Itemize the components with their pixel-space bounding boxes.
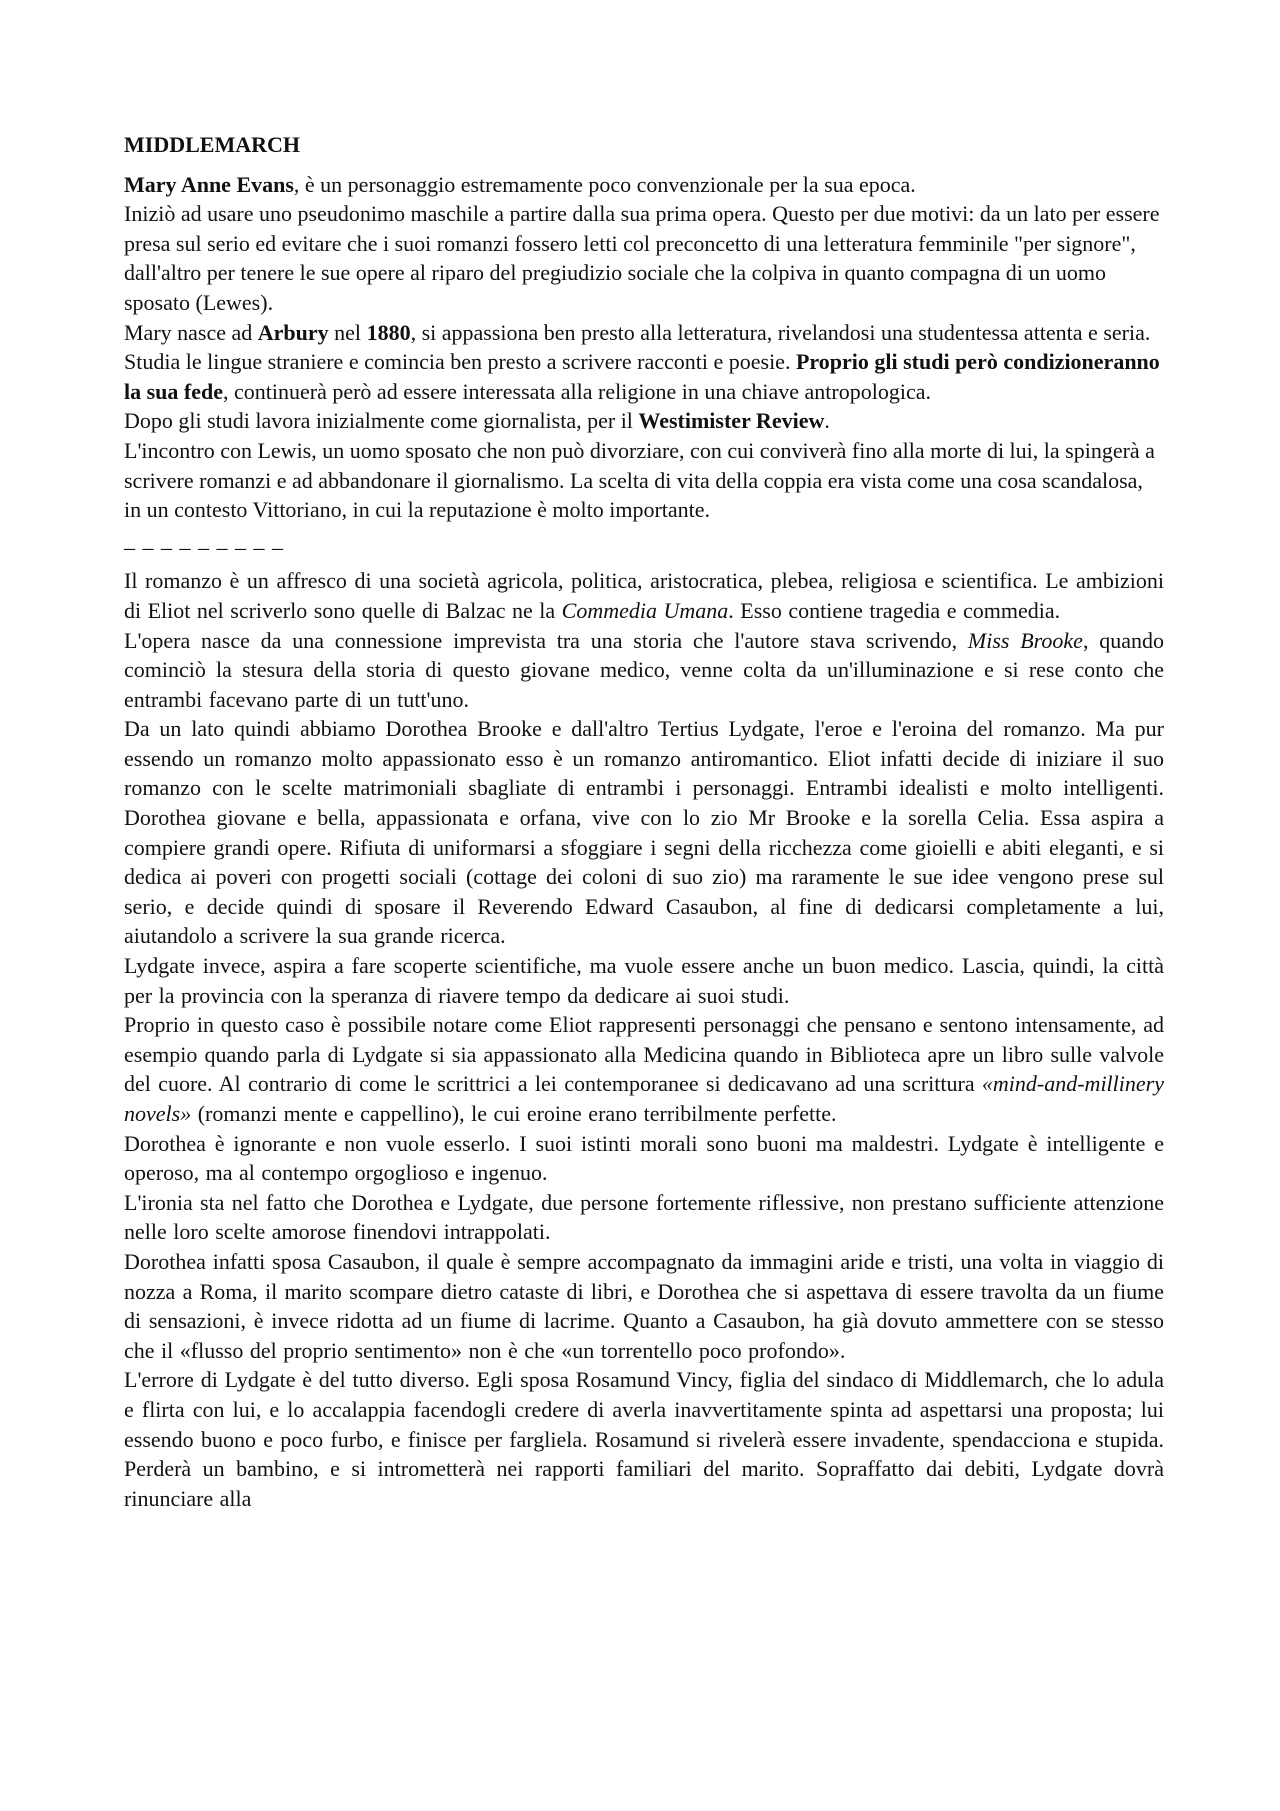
quoted-genre: «mind-and-millinery novels» xyxy=(124,1071,1164,1126)
novel-paragraph-1: Il romanzo è un affresco di una società agricola, politica, aristocratica, plebea, religiosa e scientifica. Le ambizioni di Eliot nel scriverlo sono quelle di Balzac ne la Commedia Umana. Esso contiene tragedia e commedia. xyxy=(124,568,1164,623)
author-name: Mary Anne Evans xyxy=(124,171,294,197)
journal-name: Westimister Review xyxy=(638,408,825,434)
section-separator: _ _ _ _ _ _ _ _ _ xyxy=(124,526,284,552)
work-title: Miss Brooke xyxy=(967,627,1083,653)
birth-year: 1880 xyxy=(366,319,411,345)
novel-paragraph-2: L'opera nasce da una connessione imprevista tra una storia che l'autore stava scrivendo, Miss Brooke, quando cominciò la stesura della storia di questo giovane medico, venne colta da un'illuminazione e si rese conto che entrambi facevano parte di un tutt'uno. xyxy=(124,627,1164,712)
novel-paragraph-5: Proprio in questo caso è possibile notare come Eliot rappresenti personaggi che pensano e sentono intensamente, ad esempio quando parla di Lydgate si sia appassionato alla Medicina quando in Biblioteca apre un libro sulle valvole del cuore. Al contrario di come le scrittrici a lei contemporanee si dedicavano ad una scrittura «mind-and-millinery novels» (romanzi mente e cappellino), le cui eroine erano terribilmente perfette. xyxy=(124,1012,1164,1126)
bio-paragraph-5: L'incontro con Lewis, un uomo sposato che non può divorziare, con cui conviverà fino alla morte di lui, la spingerà a scrivere romanzi e ad abbandonare il giornalismo. La scelta di vita della coppia era vista come una cosa scandalosa, in un contesto Vittoriano, in cui la reputazione è molto importante. xyxy=(124,437,1155,523)
bio-paragraph-2: Iniziò ad usare uno pseudonimo maschile a partire dalla sua prima opera. Questo per due motivi: da un lato per essere presa sul serio ed evitare che i suoi romanzi fossero letti col preconcetto di una letteratura femminile "per signore", dall'altro per tenere le sue opere al riparo del pregiudizio sociale che la colpiva in quanto compagna di un uomo sposato (Lewes). xyxy=(124,201,1160,315)
novel-paragraph-9: L'errore di Lydgate è del tutto diverso. Egli sposa Rosamund Vincy, figlia del sindaco di Middlemarch, che lo adula e flirta con lui, e lo accalappia facendogli credere di averla inavvertitamente spinta ad aspettarsi una proposta; lui essendo buono e poco furbo, e finisce per fargliela. Rosamund si rivelerà essere invadente, spendacciona e stupida. Perderà un bambino, e si intrometterà nei rapporti familiari del marito. Sopraffatto dai debiti, Lydgate dovrà rinunciare alla xyxy=(124,1367,1164,1511)
work-title: Commedia Umana xyxy=(561,597,729,623)
document-title: MIDDLEMARCH xyxy=(124,132,300,157)
novel-paragraph-6: Dorothea è ignorante e non vuole esserlo. I suoi istinti morali sono buoni ma maldestri. Lydgate è intelligente e operoso, ma al contempo orgoglioso e ingenuo. xyxy=(124,1130,1164,1186)
novel-paragraph-4: Lydgate invece, aspira a fare scoperte scientifiche, ma vuole essere anche un buon medico. Lascia, quindi, la città per la provincia con la speranza di riavere tempo da dedicare ai suoi studi. xyxy=(124,953,1164,1008)
document-page xyxy=(124,130,1164,1513)
bio-paragraph-3: Mary nasce ad Arbury nel 1880, si appassiona ben presto alla letteratura, rivelandosi una studentessa attenta e seria. Studia le lingue straniere e comincia ben presto a scrivere racconti e poesie. Proprio gli studi però condizioneranno la sua fede, continuerà però ad essere interessata alla religione in una chiave antropologica. xyxy=(124,319,1160,404)
bio-paragraph-4: Dopo gli studi lavora inizialmente come giornalista, per il Westimister Review. xyxy=(124,408,830,434)
bio-paragraph-1: Mary Anne Evans, è un personaggio estremamente poco convenzionale per la sua epoca. xyxy=(124,171,916,197)
novel-paragraph-3: Da un lato quindi abbiamo Dorothea Brooke e dall'altro Tertius Lydgate, l'eroe e l'eroina del romanzo. Ma pur essendo un romanzo molto appassionato esso è un romanzo antiromantico. Eliot infatti decide di iniziare il suo romanzo con le scelte matrimoniali sbagliate di entrambi i personaggi. Entrambi idealisti e molto intelligenti. Dorothea giovane e bella, appassionata e orfana, vive con lo zio Mr Brooke e la sorella Celia. Essa aspira a compiere grandi opere. Rifiuta di uniformarsi a sfoggiare i segni della ricchezza come gioielli e abiti eleganti, e si dedica ai poveri con progetti sociali (cottage dei coloni di suo zio) ma raramente le sue idee vengono prese sul serio, e decide quindi di sposare il Reverendo Edward Casaubon, al fine di dedicarsi completamente a lui, aiutandolo a scrivere la sua grande ricerca. xyxy=(124,716,1164,949)
faith-highlight: Proprio gli studi però condizioneranno la sua fede xyxy=(124,349,1160,404)
novel-paragraph-7: L'ironia sta nel fatto che Dorothea e Lydgate, due persone fortemente riflessive, non prestano sufficiente attenzione nelle loro scelte amorose finendovi intrappolati. xyxy=(124,1189,1164,1245)
novel-paragraph-8: Dorothea infatti sposa Casaubon, il quale è sempre accompagnato da immagini aride e tristi, una volta in viaggio di nozza a Roma, il marito scompare dietro cataste di libri, e Dorothea che si aspettava di essere travolta da un fiume di sensazioni, è invece ridotta ad un fiume di lacrime. Quanto a Casaubon, ha già dovuto ammettere con se stesso che il «flusso del proprio sentimento» non è che «un torrentello poco profondo». xyxy=(124,1248,1164,1363)
birthplace: Arbury xyxy=(257,319,329,345)
